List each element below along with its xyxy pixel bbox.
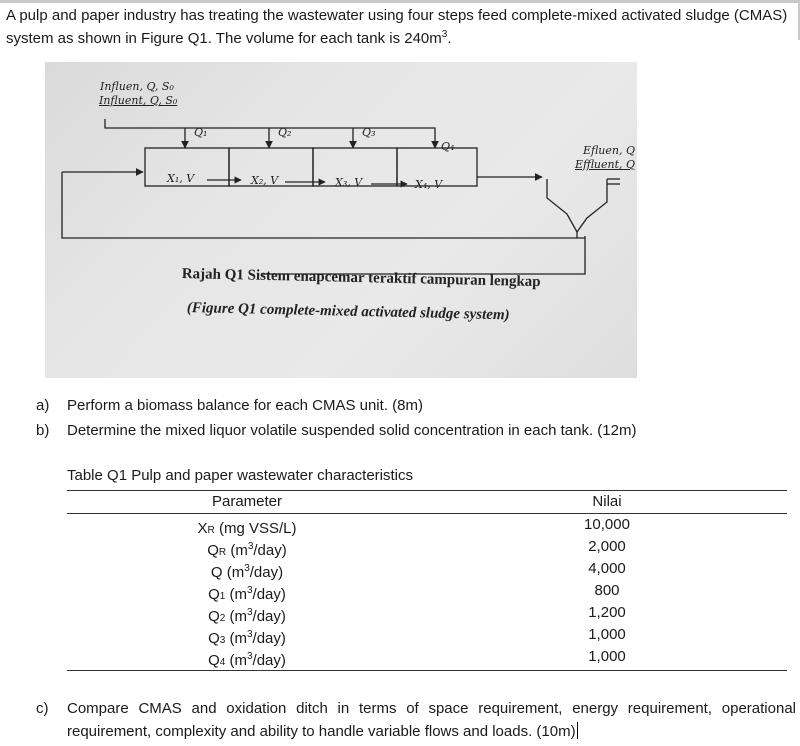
table-row <box>67 514 787 536</box>
param-symbol: Q <box>208 608 220 625</box>
feed-label-4: Q₄ <box>441 140 455 153</box>
influent-label-english: Influent, Q, S₀ <box>99 94 178 107</box>
value-cell: 2,000 <box>588 538 626 555</box>
cmas-schematic <box>45 62 637 378</box>
intro-end: . <box>447 30 452 47</box>
value-cell: 1,200 <box>588 604 626 621</box>
table-row <box>67 536 787 558</box>
table-header-row <box>67 491 787 513</box>
param-unit-end: /day) <box>253 542 287 559</box>
text-cursor <box>577 722 578 739</box>
param-subscript: R <box>207 525 215 536</box>
param-symbol: Q <box>210 564 223 581</box>
influent-label-malay: Influen, Q, S₀ <box>100 80 174 93</box>
table-row <box>67 602 787 624</box>
intro-paragraph <box>6 4 794 50</box>
header-parameter: Parameter <box>211 493 283 510</box>
influent-header-line <box>105 119 435 134</box>
param-unit: (m <box>226 542 248 559</box>
value-cell: 4,000 <box>588 560 626 577</box>
param-symbol: Q <box>207 542 219 559</box>
header-nilai: Nilai <box>592 493 622 510</box>
return-sludge-line <box>105 238 585 274</box>
param-subscript: 2 <box>219 613 226 624</box>
figure-q1 <box>45 62 637 378</box>
top-border <box>0 0 800 3</box>
question-a-label: a) <box>36 397 50 414</box>
param-unit: (m <box>225 586 247 603</box>
param-unit-sup: 3 <box>247 541 254 552</box>
table-title: Table Q1 Pulp and paper wastewater characteristics <box>67 467 414 484</box>
question-b <box>36 419 796 442</box>
question-a <box>36 394 796 417</box>
table-row <box>67 580 787 602</box>
param-unit-end: /day) <box>252 652 286 669</box>
intro-text: A pulp and paper industry has treating the wastewater using four steps feed complete-mixed activated sludge (CMAS) system as shown in Figure Q1. The volume for each tank is 240m <box>6 7 788 47</box>
figure-caption-malay: Rajah Q1 Sistem enapcemar teraktif campuran lengkap <box>181 266 541 291</box>
param-unit-sup: 3 <box>246 607 253 618</box>
question-c-body[interactable] <box>67 697 796 743</box>
question-b-text: Determine the mixed liquor volatile suspended solid concentration in each tank. (12m) <box>67 422 637 439</box>
effluent-label-english: Effluent, Q <box>575 158 635 171</box>
param-unit-end: /day) <box>252 608 286 625</box>
param-subscript: R <box>218 547 227 558</box>
param-unit-sup: 3 <box>246 585 253 596</box>
value-cell: 800 <box>594 582 620 599</box>
intro-unit-sup: 3 <box>441 29 448 40</box>
param-symbol: Q <box>208 630 220 647</box>
feed-label-1: Q₁ <box>194 126 208 139</box>
param-unit-sup: 3 <box>246 629 253 640</box>
param-unit: (m <box>222 564 245 581</box>
param-unit-sup: 3 <box>246 651 253 662</box>
clarifier-shape <box>547 179 607 232</box>
param-symbol: X <box>197 520 208 537</box>
param-unit: (m <box>225 608 247 625</box>
param-unit: (m <box>225 630 247 647</box>
table-row <box>67 624 787 646</box>
question-a-text: Perform a biomass balance for each CMAS unit. (8m) <box>67 397 423 414</box>
value-cell: 10,000 <box>584 516 630 533</box>
param-unit-end: /day) <box>252 630 286 647</box>
feed-label-3: Q₃ <box>362 126 376 139</box>
question-c-label: c) <box>36 700 49 717</box>
tank-label-4: X₄, V <box>415 178 443 191</box>
value-cell: 1,000 <box>588 626 626 643</box>
param-unit: (m <box>225 652 247 669</box>
tank-label-1: X₁, V <box>167 172 195 185</box>
question-b-label: b) <box>36 422 50 439</box>
param-unit-sup: 3 <box>244 563 250 574</box>
feed-label-2: Q₂ <box>278 126 292 139</box>
value-cell: 1,000 <box>588 648 626 665</box>
param-subscript: 1 <box>219 591 226 602</box>
effluent-label-malay: Efluen, Q <box>582 144 635 157</box>
recycle-line <box>62 172 105 238</box>
figure-caption-english: (Figure Q1 complete-mixed activated sludge system) <box>186 300 510 324</box>
table-row <box>67 646 787 668</box>
param-subscript: 3 <box>219 635 226 646</box>
table-row <box>67 558 787 580</box>
param-unit-end: /day) <box>252 586 286 603</box>
param-symbol: Q <box>208 586 220 603</box>
question-c-text: Compare CMAS and oxidation ditch in terms of space requirement, energy requirement, operational requirement, complexity and ability to handle variable flows and loads. (10m) <box>67 700 796 740</box>
tank-label-3: X₃, V <box>335 176 363 189</box>
param-subscript: 4 <box>219 657 226 668</box>
param-unit-end: /day) <box>249 564 284 581</box>
question-c <box>36 697 796 743</box>
tank-label-2: X₂, V <box>251 174 279 187</box>
table-bottom-rule <box>67 670 787 671</box>
param-unit: (mg VSS/L) <box>214 520 297 537</box>
param-symbol: Q <box>208 652 220 669</box>
